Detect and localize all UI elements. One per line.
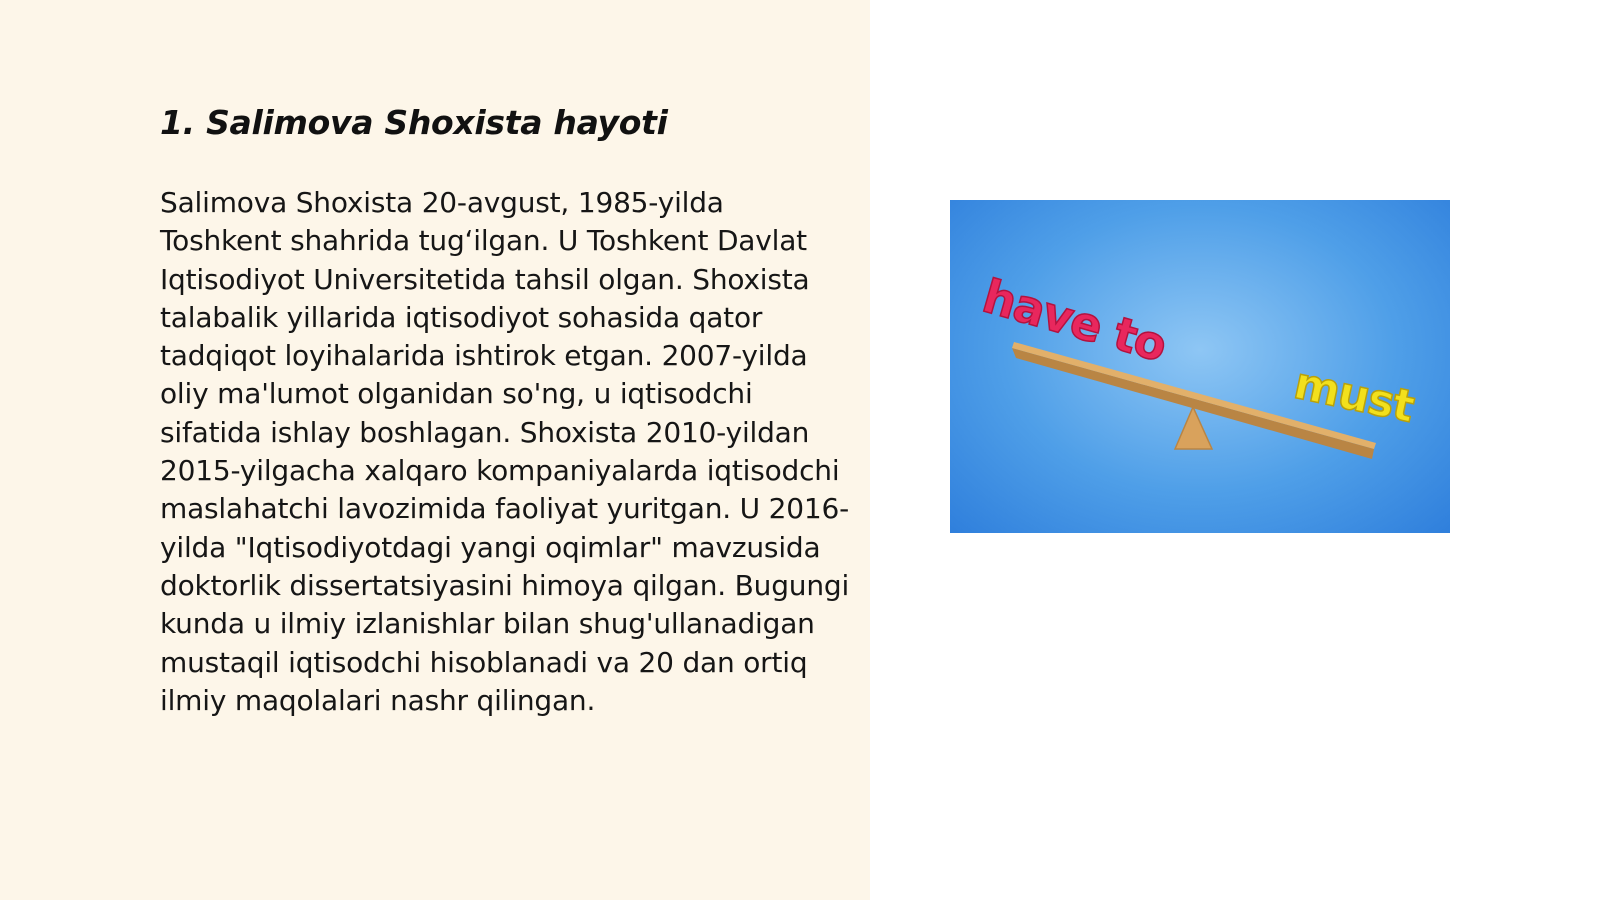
slide-title: 1. Salimova Shoxista hayoti	[160, 103, 668, 142]
word-have-to: have to	[976, 268, 1173, 373]
slide-body-text: Salimova Shoxista 20-avgust, 1985-yilda Toshkent shahrida tug‘ilgan. U Toshkent Davlat Iqtisodiyot Universitetida tahsil olgan. Shoxista talabalik yillarida iqtisodiyot sohasida qator tadqiqot loyihalarida ishtirok etgan. 2007-yilda oliy ma'lumot olganidan so'ng, u iqtisodchi sifatida ishlay boshlagan. Shoxista 2010-yildan 2015-yilgacha xalqaro kompaniyalarda iqtisodchi maslahatchi lavozimida faoliyat yuritgan. U 2016-yilda "Iqtisodiyotdagi yangi oqimlar" mavzusida doktorlik dissertatsiyasini himoya qilgan. Bugungi kunda u ilmiy izlanishlar bilan shug'ullanadigan mustaqil iqtisodchi hisoblanadi va 20 dan ortiq ilmiy maqolalari nashr qilingan.	[160, 186, 850, 717]
word-must: must	[1289, 357, 1419, 433]
seesaw-fulcrum	[1175, 407, 1212, 449]
seesaw-illustration	[950, 200, 1450, 533]
seesaw-graphic	[950, 200, 1450, 533]
